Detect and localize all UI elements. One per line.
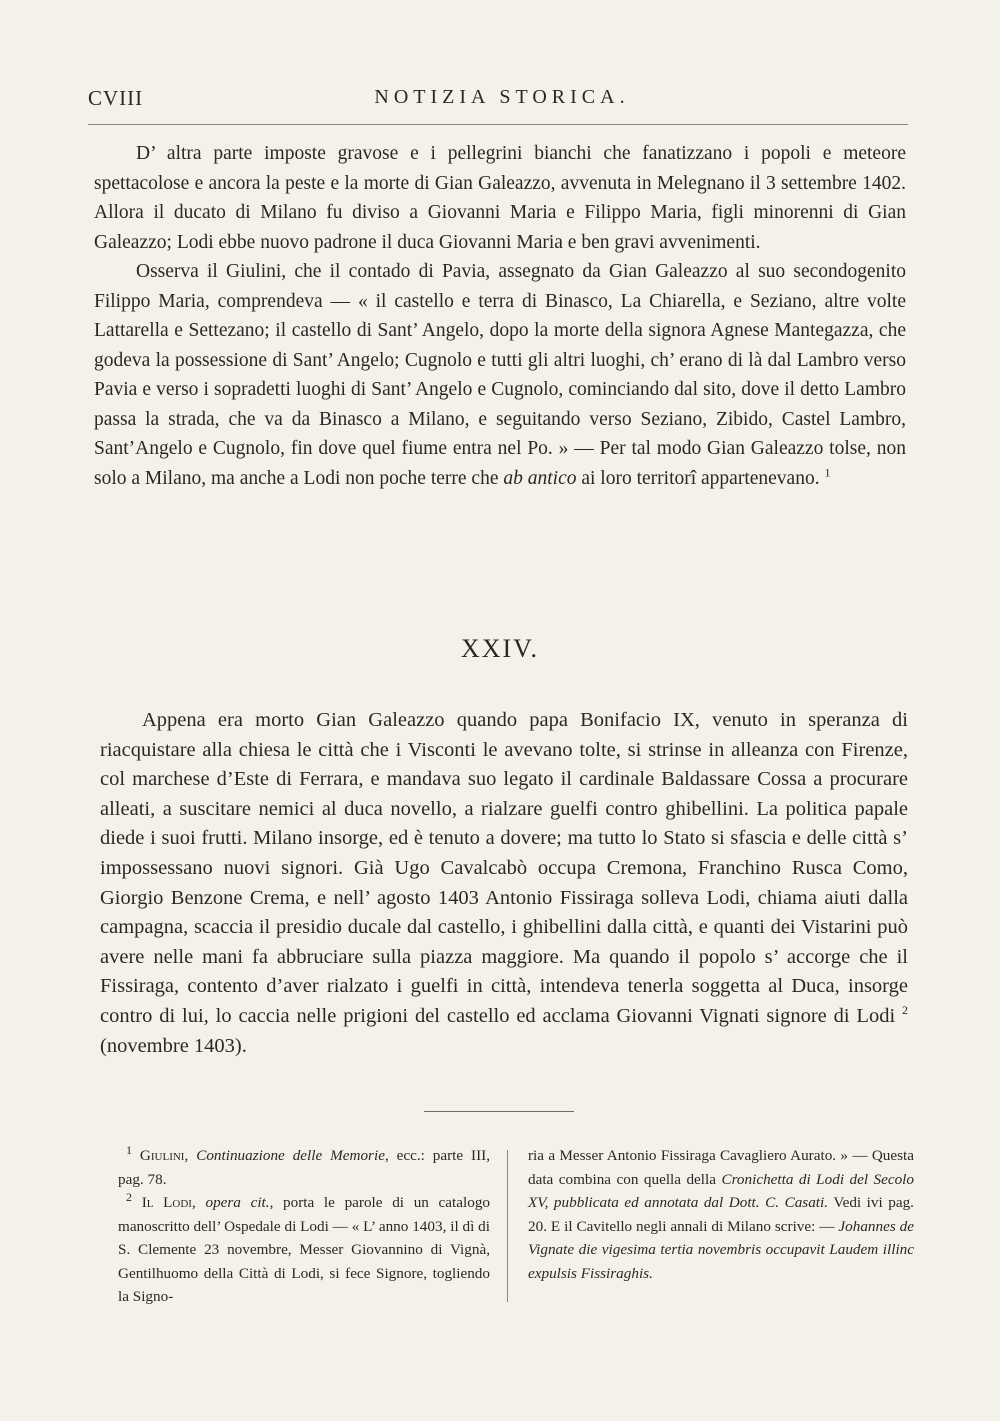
footnote-2-continued bbox=[528, 1144, 914, 1285]
footnote-2: $^2$ Il Lodi, opera cit., porta le parole di un catalogo manoscritto dell’ Ospedale di Lodi — « L’ anno 1403, il dì di S. Clemente 23 novembre, Messer Giovannino di Vignà, Gentilhuomo della Città di Lodi, si fece Signore, togliendo la Signo- bbox=[118, 1189, 491, 1305]
paragraph bbox=[100, 706, 908, 1061]
header-rule bbox=[88, 124, 908, 125]
paragraph-text: Appena era morto Gian Galeazzo quando papa Bonifacio IX, venuto in speranza di riacquistare alla chiesa le città che i Visconti le avevano tolte, si strinse in alleanza con Firenze, col marchese d’Este di Ferrara, e mandava suo legato il cardinale Baldassare Cossa a procurare alleati, a suscitare nemici al duca novello, a rialzare guelfi contro ghibellini. La politica papale diede i suoi frutti. Milano insorge, ed è tenuto a dovere; ma tutto lo Stato si sfascia e delle città s’ impossessano nuovi signori. Già Ugo Cavalcabò occupa Cremona, Franchino Rusca Como, Giorgio Benzone Crema, e nell’ agosto 1403 Antonio Fissiraga solleva Lodi, chiama aiuti dalla campagna, scaccia il presidio ducale dal castello, i ghibellini dalla città, e quanti dei Vistarini può avere nelle mani fa abbruciare sulla piazza maggiore. Ma quando il popolo s’ accorge che il Fissiraga, contento d’aver rialzato i guelfi in città, intendeva tenerla soggetta al Duca, insorge contro di lui, lo caccia nelle prigioni del castello ed acclama Giovanni Vignati signore di Lodi bbox=[100, 709, 908, 1027]
paragraph bbox=[94, 257, 906, 493]
paragraph-text: (novembre 1403). bbox=[100, 1034, 247, 1057]
footnote-text: , ecc.: parte III, pag. 78. bbox=[118, 1147, 491, 1188]
footnote-work-title: Cronichetta di Lodi del Secolo XV, pubblicata ed annotata dal Dott. C. Casati. bbox=[528, 1170, 914, 1211]
footnote-1: $^1$ Giulini, Continuazione delle Memorie, ecc.: parte III, pag. 78. bbox=[118, 1142, 491, 1188]
paragraph: D’ altra parte imposte gravose e i pellegrini bianchi che fanatizzano i popoli e meteore spettacolose e ancora la peste e la morte di Gian Galeazzo, avvenuta in Melegnano il 3 settembre 1402. Allora il ducato di Milano fu diviso a Giovanni Maria e Filippo Maria, figli minorenni di Gian Galeazzo; Lodi ebbe nuovo padrone il duca Giovanni Maria e ben gravi avvenimenti. bbox=[94, 143, 906, 253]
paragraph-text: ai loro territorî appartenevano. bbox=[581, 467, 820, 489]
section-heading: XXIV. bbox=[460, 634, 540, 663]
footnote-text: Vedi ivi pag. 20. E il Cavitello negli annali di Milano scrive: — bbox=[528, 1194, 914, 1235]
footnote-op-cit: opera cit. bbox=[205, 1194, 270, 1211]
page-number: CVIII bbox=[88, 86, 144, 110]
footnote-ref-2: 2 bbox=[902, 1003, 908, 1018]
footnote-work-title: Continuazione delle Memorie bbox=[196, 1147, 385, 1164]
footnote-mark: 1 bbox=[126, 1142, 132, 1157]
footnotes-right-column bbox=[528, 1144, 914, 1285]
footnote-text: , porta le parole di un catalogo manoscritto dell’ Ospedale di Lodi — « L’ anno 1403, il dì di S. Clemente 23 novembre, Messer Giovannino di Vignà, Gentilhuomo della Città di Lodi, si fece Signore, togliendo la Signo- bbox=[118, 1194, 491, 1305]
footnotes-left-column bbox=[118, 1144, 490, 1309]
section-2-text bbox=[100, 706, 908, 1061]
italic-phrase: ab antico bbox=[503, 467, 577, 489]
section-1-text bbox=[94, 139, 906, 493]
footnote-rule bbox=[424, 1111, 574, 1112]
running-title: NOTIZIA STORICA. bbox=[374, 86, 630, 108]
footnote-text: ria a Messer Antonio Fissiraga Cavagliero Aurato. » — Questa data combina con quella della bbox=[528, 1147, 914, 1188]
page-header bbox=[88, 86, 916, 116]
footnote-mark: 2 bbox=[126, 1189, 132, 1204]
footnote-author: Il Lodi bbox=[141, 1194, 192, 1211]
footnote-ref-1: 1 bbox=[824, 465, 831, 479]
footnote-author: Giulini bbox=[139, 1147, 185, 1164]
paragraph-text: Osserva il Giulini, che il contado di Pavia, assegnato da Gian Galeazzo al suo secondogenito Filippo Maria, comprendeva — « il castello e terra di Binasco, La Chiarella, e Seziano, altre volte Lattarella e Settezano; il castello di Sant’ Angelo, dopo la morte della signora Agnese Mantegazza, che godeva la possessione di Sant’ Angelo; Cugnolo e tutti gli altri luoghi, ch’ erano di là dal Lambro verso Pavia e verso i sopradetti luoghi di Sant’ Angelo e Cugnolo, cominciando dal sito, dove il detto Lambro passa la strada, che va da Binasco a Milano, e seguitando verso Seziano, Zibido, Castel Lambro, Sant’Angelo e Cugnolo, fin dove quel fiume entra nel Po. » — Per tal modo Gian Galeazzo tolse, non solo a Milano, ma anche a Lodi non poche terre che bbox=[94, 261, 906, 489]
footnote-column-divider bbox=[507, 1150, 508, 1302]
footnote-latin-quote: Johannes de Vignate die vigesima tertia novembris occupavit Laudem illinc expulsis Fissiraghis. bbox=[528, 1217, 915, 1282]
